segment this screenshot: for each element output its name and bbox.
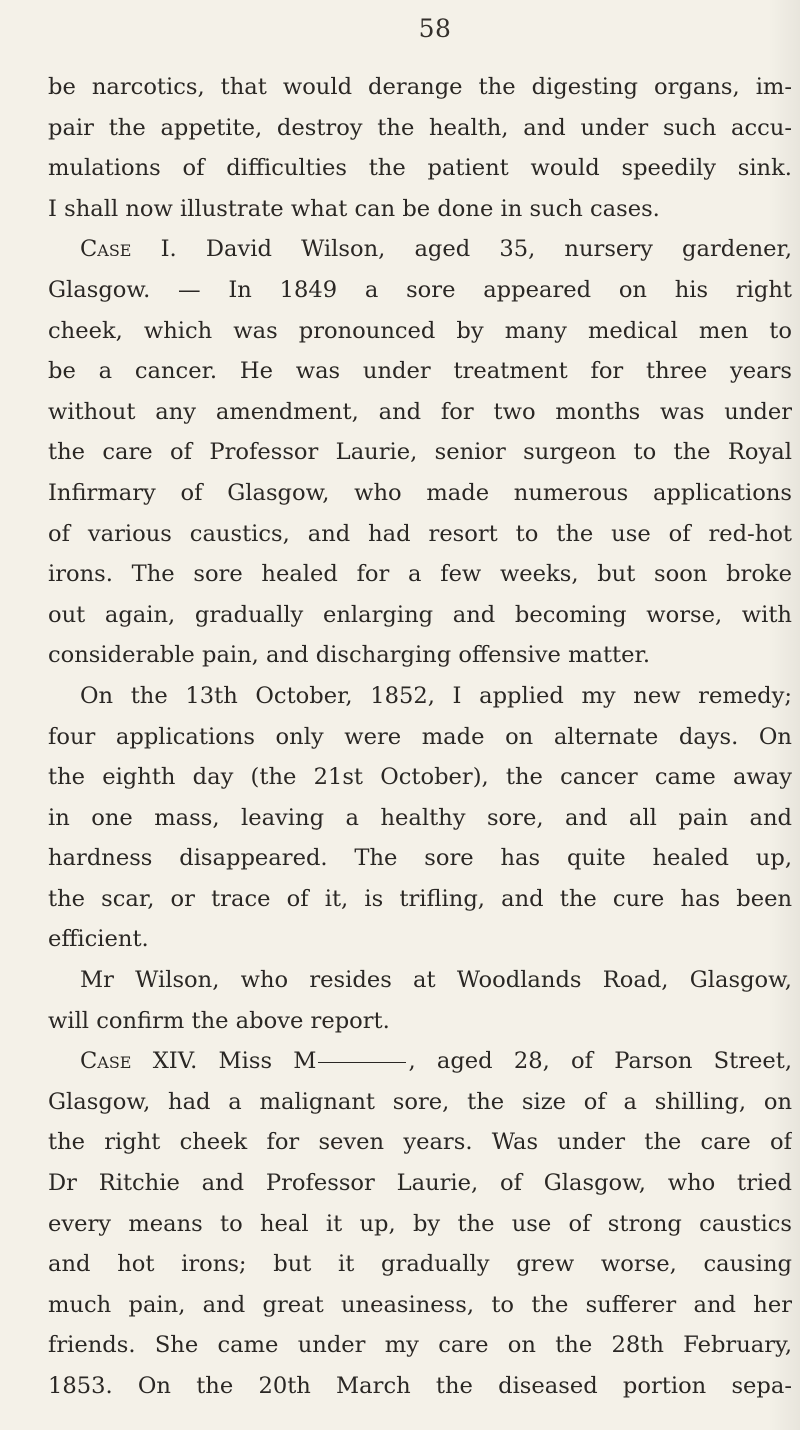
text-line: pair the appetite, destroy the health, and under such accu- <box>48 114 792 141</box>
text-line: I shall now illustrate what can be done in such cases. <box>48 195 660 222</box>
text-line: be narcotics, that would derange the digesting organs, im- <box>48 74 792 100</box>
text-line: four applications only were made on alternate days. On <box>48 723 792 750</box>
text-line: Dr Ritchie and Professor Laurie, of Glasgow, who tried <box>48 1170 792 1197</box>
text-line: the eighth day (the 21st October), the cancer came away <box>48 764 792 791</box>
text-line: 1853. On the 20th March the diseased portion sepa- <box>48 1373 792 1399</box>
text-line: every means to heal it up, by the use of strong caustics <box>48 1210 792 1237</box>
case-heading-line <box>48 229 792 270</box>
case-heading-line <box>48 1041 792 1082</box>
text-line: much pain, and great uneasiness, to the sufferer and her <box>48 1291 792 1318</box>
text-line: the right cheek for seven years. Was under the care of <box>48 1129 792 1156</box>
body-text <box>48 67 792 1407</box>
text-line: Glasgow, had a malignant sore, the size of a shilling, on <box>48 1088 792 1115</box>
text-line: On the 13th October, 1852, I applied my new remedy; <box>80 682 792 709</box>
case-text: , aged 28, of Parson Street, <box>408 1048 792 1075</box>
text-line: the scar, or trace of it, is trifling, and the cure has been <box>48 885 792 912</box>
text-line: Infirmary of Glasgow, who made numerous applications <box>48 479 792 506</box>
case-label: Case XIV. <box>80 1048 198 1075</box>
text-line: in one mass, leaving a healthy sore, and all pain and <box>48 804 792 831</box>
case-text: Miss M <box>218 1048 317 1075</box>
text-line: and hot irons; but it gradually grew worse, causing <box>48 1251 792 1278</box>
text-line: will confirm the above report. <box>48 1007 390 1034</box>
text-line: considerable pain, and discharging offensive matter. <box>48 642 650 669</box>
case-label: Case I. <box>80 236 177 263</box>
case-text: David Wilson, aged 35, nursery gardener, <box>205 236 792 263</box>
text-line: be a cancer. He was under treatment for three years <box>48 358 792 385</box>
text-line: friends. She came under my care on the 28th February, <box>48 1332 792 1359</box>
text-line: out again, gradually enlarging and becoming worse, with <box>48 601 792 628</box>
text-line: mulations of difficulties the patient would speedily sink. <box>48 155 792 182</box>
text-line: the care of Professor Laurie, senior surgeon to the Royal <box>48 439 792 466</box>
page-number: 58 <box>418 14 452 43</box>
text-line: of various caustics, and had resort to the use of red-hot <box>48 520 792 547</box>
text-line: irons. The sore healed for a few weeks, but soon broke <box>48 561 792 588</box>
text-line: Mr Wilson, who resides at Woodlands Road, Glasgow, <box>80 967 792 994</box>
text-line: Glasgow. — In 1849 a sore appeared on his right <box>48 276 792 303</box>
text-line: cheek, which was pronounced by many medical men to <box>48 317 792 344</box>
text-line: without any amendment, and for two months was under <box>48 398 792 425</box>
name-dash <box>318 1061 406 1063</box>
text-line: efficient. <box>48 926 149 953</box>
text-line: hardness disappeared. The sore has quite healed up, <box>48 845 792 872</box>
